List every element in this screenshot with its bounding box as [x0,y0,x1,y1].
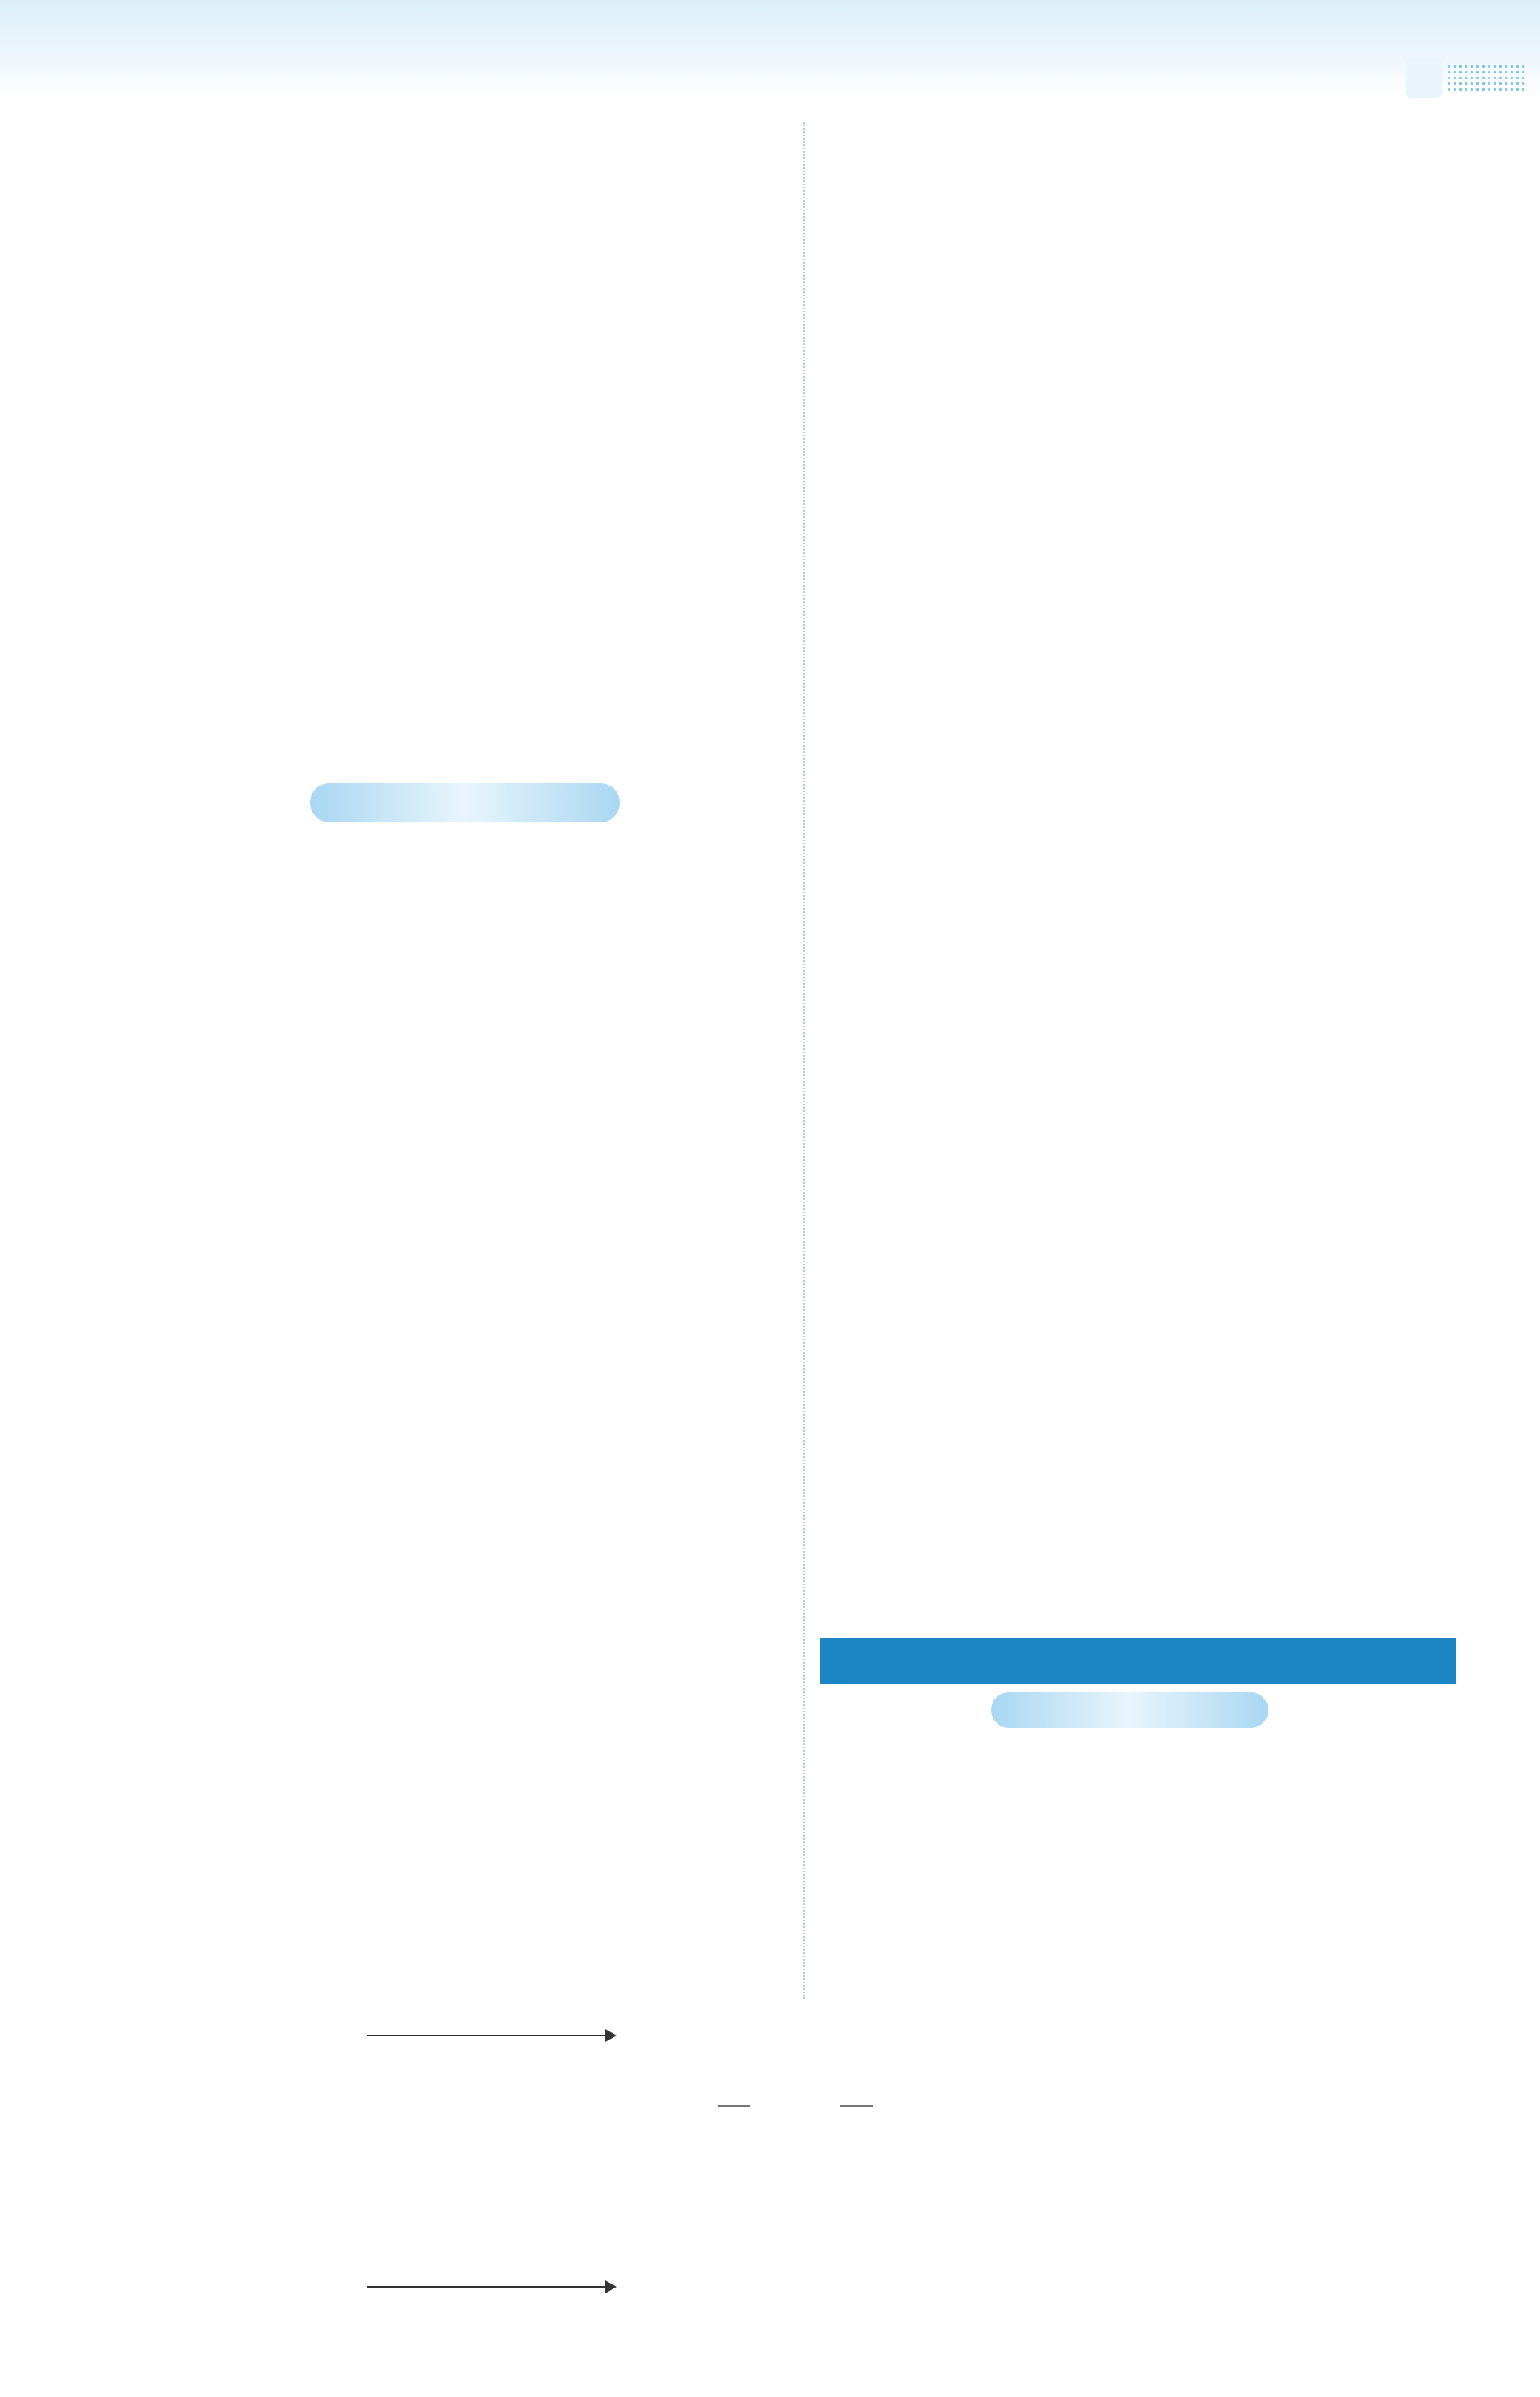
axis-arrow-icon [605,2280,617,2293]
text-line [820,911,1456,945]
footer-rule-right [840,2105,873,2107]
left-column [155,122,791,2397]
text-line [155,935,791,969]
text-line [155,1380,791,1415]
header-book-tag [1406,57,1442,98]
text-line [820,979,1456,1013]
text-line [820,1596,1456,1630]
text-line [155,2328,791,2363]
header-dot-pattern [1446,64,1524,93]
text-line [155,1586,791,1620]
right-lines-group-2 [820,1769,1456,2111]
text-line [820,1424,1456,1459]
text-line [155,259,791,294]
text-line [820,1906,1456,1940]
column-divider [803,122,805,1999]
text-line [820,259,1456,294]
page-number [755,2089,836,2125]
text-line [820,1048,1456,1082]
text-line [155,499,791,534]
text-line [820,1974,1456,2009]
text-line [820,157,1456,191]
text-line [155,1175,791,1209]
text-line [820,568,1456,602]
text-line [155,969,791,1004]
text-line [820,1493,1456,1527]
text-line [155,1826,791,1860]
text-line [820,1562,1456,1596]
text-line [155,636,791,671]
text-line [820,2077,1456,2111]
text-line [820,1390,1456,1424]
text-line [155,901,791,935]
text-line [155,1449,791,1483]
text-line [820,1940,1456,1974]
text-line [820,191,1456,225]
text-line [155,1004,791,1038]
text-line [155,866,791,901]
text-line [155,1312,791,1346]
text-line [155,1860,791,1894]
left-lines-group-2 [155,832,791,1963]
text-line [820,739,1456,773]
text-line [820,1322,1456,1356]
text-line [155,465,791,499]
text-line [820,842,1456,876]
text-line [820,1013,1456,1048]
text-line [820,876,1456,911]
text-line [155,191,791,225]
text-line [155,671,791,705]
figure-caption [155,2294,791,2328]
figure-caption [155,2043,791,2077]
text-line [820,705,1456,739]
text-line [155,1757,791,1792]
text-line [155,225,791,259]
text-line [155,1038,791,1072]
text-line [820,431,1456,465]
text-line [155,397,791,431]
text-line [820,808,1456,842]
text-line [820,1527,1456,1562]
text-line [155,1483,791,1518]
text-line [155,2146,791,2180]
axis-arrow-icon [605,2029,617,2042]
text-line [820,499,1456,534]
right-lines-group-1 [820,122,1456,1630]
chapter-title-bar [820,1638,1456,1684]
text-line [820,328,1456,362]
text-line [155,1518,791,1552]
text-line [820,1356,1456,1390]
text-line [820,636,1456,671]
text-line [155,568,791,602]
text-line [155,2180,791,2214]
text-line [820,1872,1456,1906]
header-band [0,0,1540,98]
left-lines-group-4 [155,2328,791,2397]
text-line [155,832,791,866]
text-line [820,773,1456,808]
text-line [155,2363,791,2397]
section-title-banner [310,783,620,822]
text-line [155,1278,791,1312]
text-line [820,1185,1456,1219]
text-line [820,534,1456,568]
text-line [155,2077,791,2111]
text-line [155,1141,791,1175]
number-line-figure-9 [367,1969,612,2036]
right-column [820,122,1456,2111]
text-line [820,294,1456,328]
text-line [155,1894,791,1929]
text-line [155,1792,791,1826]
text-line [820,362,1456,397]
text-line [155,739,791,773]
text-line [820,1219,1456,1253]
text-line [155,1552,791,1586]
left-lines-group-1 [155,122,791,773]
text-line [155,705,791,739]
text-line [820,1082,1456,1116]
text-line [155,328,791,362]
text-line [155,2111,791,2146]
text-line [155,1415,791,1449]
text-line [155,157,791,191]
text-line [155,1929,791,1963]
text-line [820,2009,1456,2043]
text-line [155,1072,791,1106]
text-line [155,294,791,328]
text-line [155,1106,791,1141]
text-line [820,1253,1456,1287]
text-line [820,397,1456,431]
text-line [820,1837,1456,1872]
text-line [820,1803,1456,1837]
left-lines-group-3 [155,2077,791,2214]
text-line [155,1655,791,1689]
text-line [820,225,1456,259]
footer-rule-left [718,2105,750,2107]
lesson-title-banner [991,1692,1268,1728]
lesson-subtitle [820,1735,1456,1769]
text-line [155,534,791,568]
text-line [820,122,1456,157]
text-line [155,362,791,397]
text-line [820,671,1456,705]
text-line [820,465,1456,499]
text-line [155,1689,791,1723]
text-line [820,1287,1456,1322]
text-line [155,431,791,465]
text-line [155,1209,791,1243]
text-line [820,602,1456,636]
text-line [820,1116,1456,1150]
text-line [155,602,791,636]
number-line-figure-10 [367,2221,612,2288]
text-line [155,1346,791,1380]
text-line [155,122,791,157]
text-line [820,1459,1456,1493]
text-line [820,2043,1456,2077]
text-line [155,1620,791,1655]
text-line [820,945,1456,979]
text-line [820,1769,1456,1803]
text-line [155,1723,791,1757]
text-line [820,1150,1456,1185]
text-line [155,1243,791,1278]
